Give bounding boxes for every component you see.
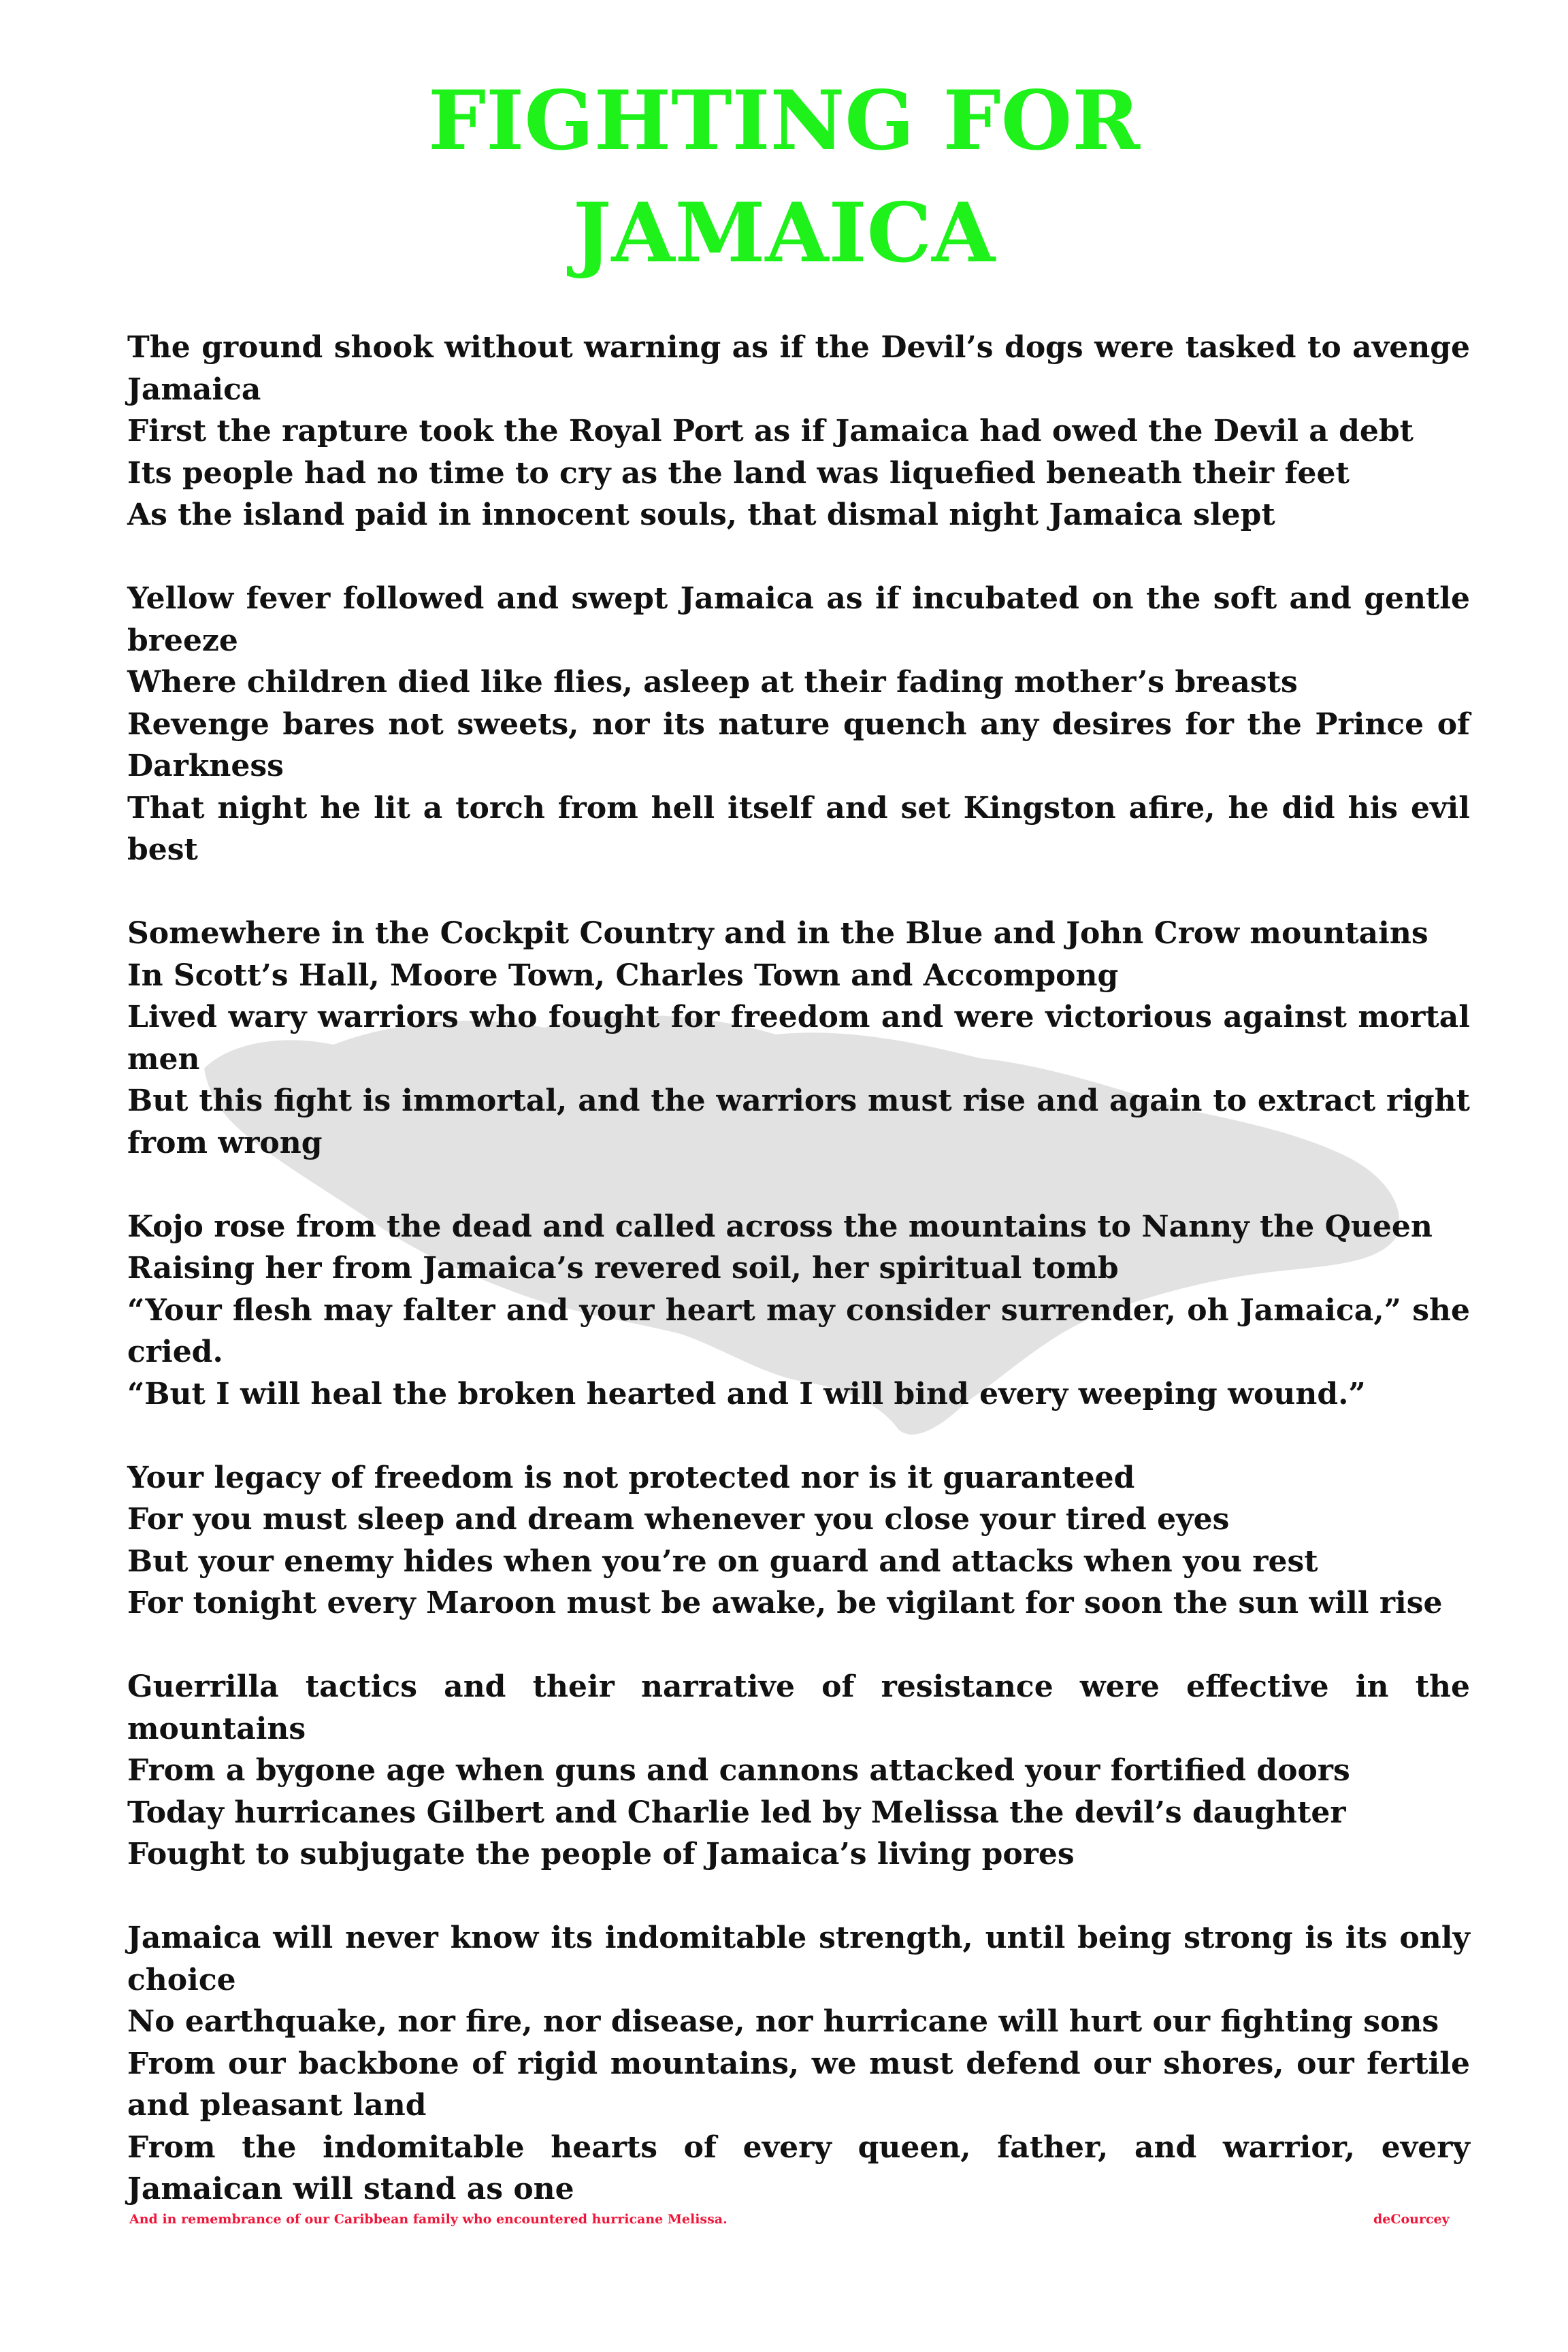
poem-line: The ground shook without warning as if the Devil’s dogs were tasked to avenge Jamaica [127,330,1470,407]
stanza [127,1457,1470,1624]
poem-line: Fought to subjugate the people of Jamaica’s living pores [127,1837,1075,1872]
poem-line: Somewhere in the Cockpit Country and in the Blue and John Crow mountains [127,916,1428,951]
poem-line: From the indomitable hearts of every queen, father, and warrior, every Jamaican will stand as one [127,2129,1470,2206]
dedication-note: And in remembrance of our Caribbean family who encountered hurricane Melissa. [129,2212,728,2227]
poem-line: That night he lit a torch from hell itself and set Kingston afire, he did his evil best [127,790,1470,867]
poem-line: Yellow fever followed and swept Jamaica as if incubated on the soft and gentle breeze [127,581,1470,658]
poem-line: As the island paid in innocent souls, that dismal night Jamaica slept [127,497,1275,532]
poem-line: Its people had no time to cry as the land was liquefied beneath their feet [127,455,1350,491]
poem-line: For you must sleep and dream whenever you close your tired eyes [127,1502,1230,1537]
poem-title [0,65,1568,289]
poem-line: First the rapture took the Royal Port as if Jamaica had owed the Devil a debt [127,414,1414,448]
poem-line: Revenge bares not sweets, nor its nature quench any desires for the Prince of Darkness [127,706,1470,783]
stanza [127,327,1470,536]
poem-line: But your enemy hides when you’re on guard and attacks when you rest [127,1544,1318,1579]
poem-line: From a bygone age when guns and cannons attacked your fortified doors [127,1753,1350,1788]
stanza [127,913,1470,1164]
poem-line: No earthquake, nor fire, nor disease, nor hurricane will hurt our fighting sons [127,2004,1439,2039]
poem-line: Jamaica will never know its indomitable strength, until being strong is its only choice [127,1921,1470,1997]
poem-line: Today hurricanes Gilbert and Charlie led by Melissa the devil’s daughter [127,1795,1346,1830]
poem-line: But this fight is immortal, and the warriors must rise and again to extract right from wrong [127,1083,1470,1160]
poem-line: “Your flesh may falter and your heart may consider surrender, oh Jamaica,” she cried. [127,1292,1470,1369]
poem-line: Kojo rose from the dead and called across the mountains to Nanny the Queen [127,1209,1433,1244]
stanza [127,578,1470,871]
poem-line: Guerrilla tactics and their narrative of resistance were effective in the mountains [127,1669,1470,1746]
poem-line: For tonight every Maroon must be awake, be vigilant for soon the sun will rise [127,1586,1443,1620]
poem-line: Your legacy of freedom is not protected nor is it guaranteed [127,1460,1135,1495]
poem-line: Lived wary warriors who fought for freedom and were victorious against mortal men [127,1000,1470,1077]
poem-line: “But I will heal the broken hearted and I will bind every weeping wound.” [127,1376,1366,1411]
stanza [127,1206,1470,1416]
title-line-1: FIGHTING FOR [427,73,1140,169]
title-line-2: JAMAICA [572,185,996,281]
author-signature: deCourcey [1373,2212,1450,2227]
stanza [127,1666,1470,1876]
poem-line: Where children died like flies, asleep at their fading mother’s breasts [127,665,1298,700]
poem-line: Raising her from Jamaica’s revered soil, her spiritual tomb [127,1251,1119,1286]
poem-line: In Scott’s Hall, Moore Town, Charles Town and Accompong [127,958,1119,993]
stanza [127,1917,1470,2210]
poem-body [127,327,1470,2252]
poem-line: From our backbone of rigid mountains, we must defend our shores, our fertile and pleasant land [127,2046,1470,2123]
